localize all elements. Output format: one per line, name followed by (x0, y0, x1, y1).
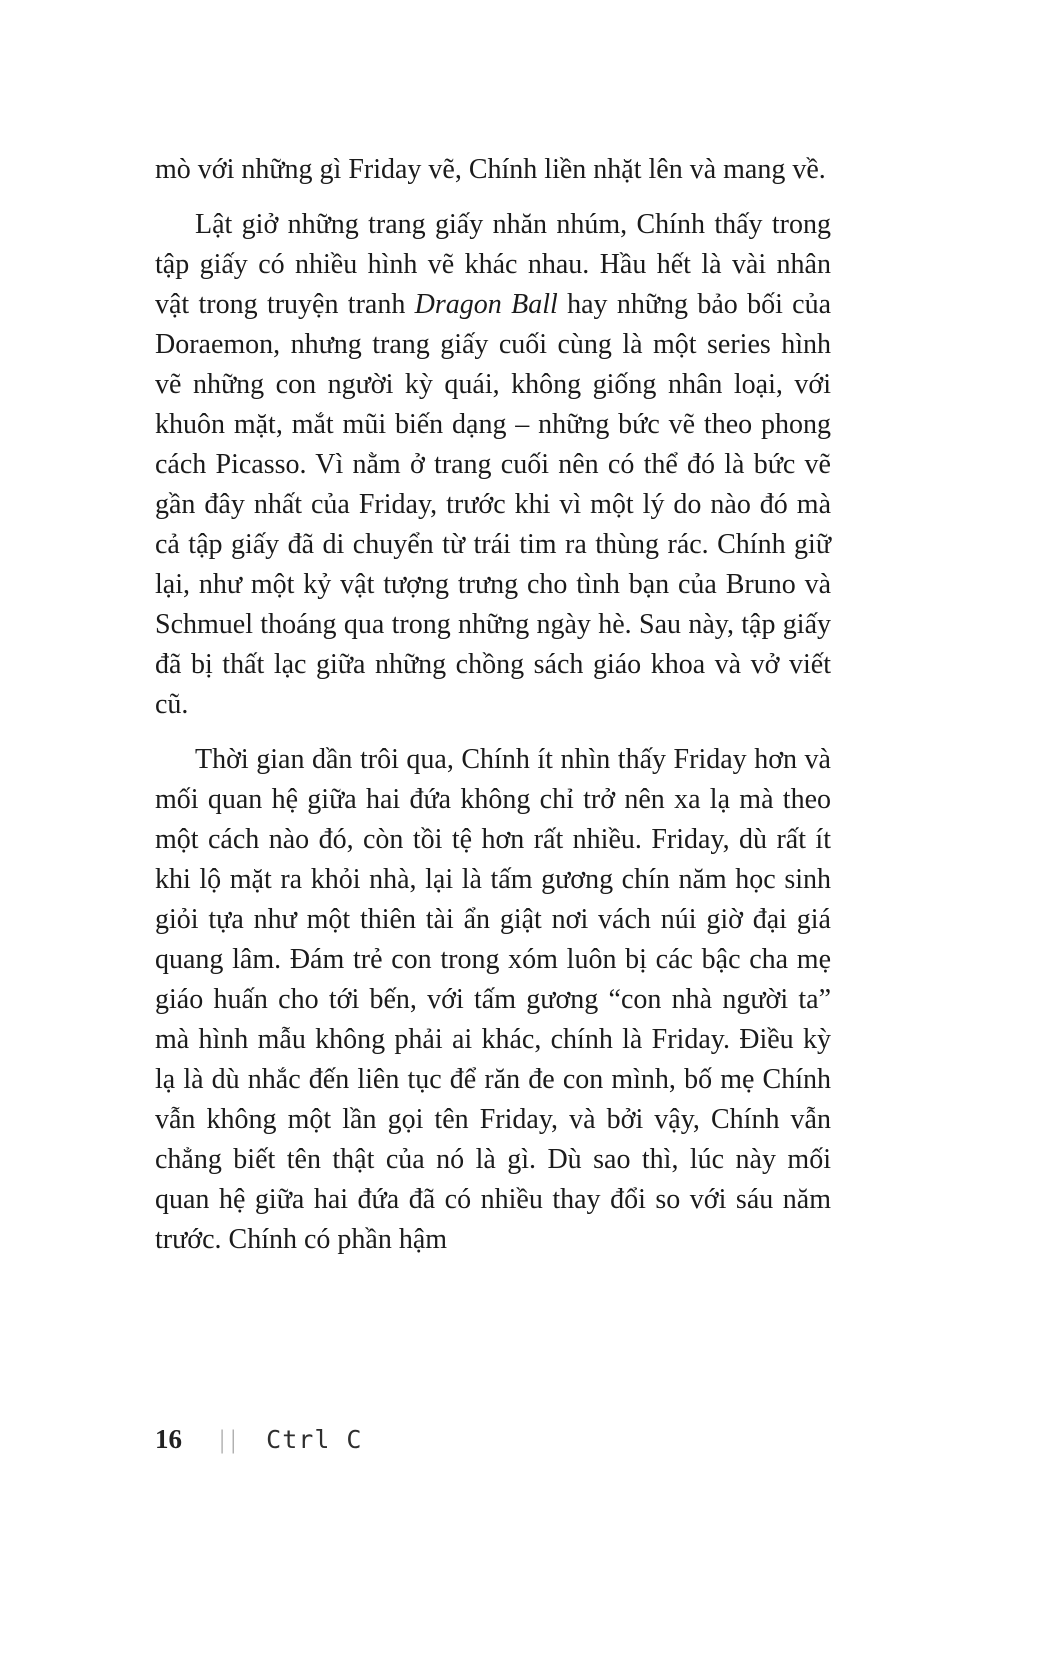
book-title: Ctrl C (266, 1425, 363, 1454)
footer-separator: || (218, 1425, 241, 1454)
page-text (155, 150, 831, 1275)
paragraph (155, 150, 831, 190)
paragraph-text-italic: Dragon Ball (414, 289, 558, 320)
paragraph-text: mò với những gì Friday vẽ, Chính liền nhặt lên và mang về. (155, 154, 826, 185)
paragraph-text: hay những bảo bối của Doraemon, nhưng trang giấy cuối cùng là một series hình vẽ những con người kỳ quái, không giống nhân loại, với khuôn mặt, mắt mũi biến dạng – những bức vẽ theo phong cách Picasso. Vì nằm ở trang cuối nên có thể đó là bức vẽ gần đây nhất của Friday, trước khi vì một lý do nào đó mà cả tập giấy đã di chuyển từ trái tim ra thùng rác. Chính giữ lại, như một kỷ vật tượng trưng cho tình bạn của Bruno và Schmuel thoáng qua trong những ngày hè. Sau này, tập giấy đã bị thất lạc giữa những chồng sách giáo khoa và vở viết cũ. (155, 289, 832, 720)
paragraph-text: Thời gian dần trôi qua, Chính ít nhìn thấy Friday hơn và mối quan hệ giữa hai đứa không chỉ trở nên xa lạ mà theo một cách nào đó, còn tồi tệ hơn rất nhiều. Friday, dù rất ít khi lộ mặt ra khỏi nhà, lại là tấm gương chín năm học sinh giỏi tựa như một thiên tài ẩn giật nơi vách núi giờ đại giá quang lâm. Đám trẻ con trong xóm luôn bị các bậc cha mẹ giáo huấn cho tới bến, với tấm gương “con nhà người ta” mà hình mẫu không phải ai khác, chính là Friday. Điều kỳ lạ là dù nhắc đến liên tục để răn đe con mình, bố mẹ Chính vẫn không một lần gọi tên Friday, và bởi vậy, Chính vẫn chẳng biết tên thật của nó là gì. Dù sao thì, lúc này mối quan hệ giữa hai đứa đã có nhiều thay đổi so với sáu năm trước. Chính có phần hậm (155, 744, 831, 1255)
page-number: 16 (155, 1424, 182, 1454)
paragraph (155, 740, 831, 1260)
paragraph-text: Lật giở những trang giấy nhăn nhúm, Chính thấy trong tập giấy có nhiều hình vẽ khác nhau. Hầu hết là vài nhân vật trong truyện tranh (155, 209, 831, 320)
page-footer (155, 1424, 362, 1455)
paragraph (155, 205, 831, 725)
